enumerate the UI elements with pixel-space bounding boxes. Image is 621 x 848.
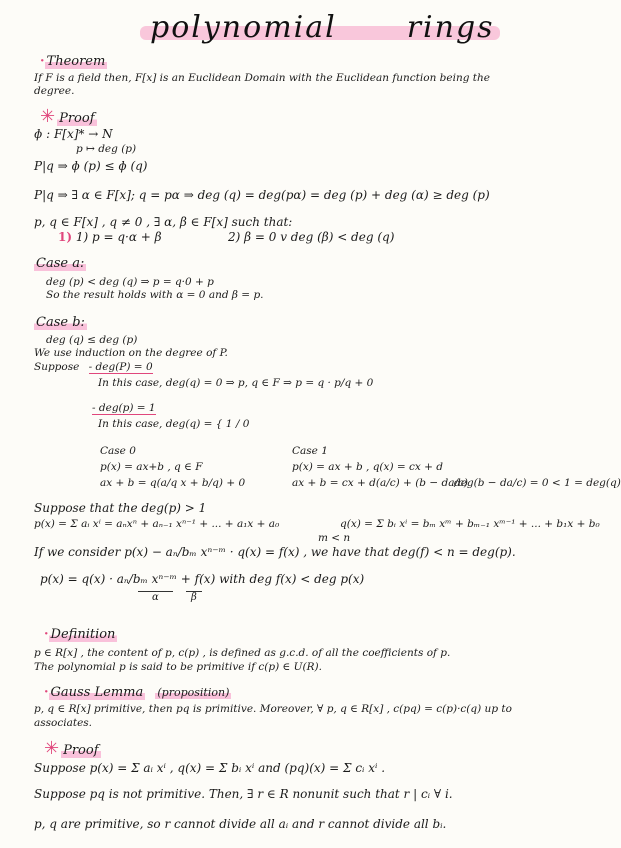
proof1-line-1: ɸ : F[x]* → N — [34, 127, 113, 141]
case1-line-3: deg(b − da/c) = 0 < 1 = deg(q) — [454, 477, 621, 489]
case1-heading: Case 1 — [292, 445, 328, 457]
theorem-text-2: degree. — [34, 85, 75, 97]
case-b-line-6: In this case, deg(q) = { 1 / 0 — [98, 418, 250, 430]
proposition-tag: (proposition) — [157, 686, 230, 699]
title-word-2: rings — [406, 10, 495, 45]
case0-line-2: ax + b = q(a/q x + b/q) + 0 — [100, 477, 246, 489]
proof1-line-4: P|q ⇒ ∃ α ∈ F[x]; q = pα ⇒ deg (q) = deg(pα) = deg (p) + deg (α) ≥ deg (p) — [34, 188, 490, 202]
case-b-line-7: Suppose that the deg(p) > 1 — [34, 501, 207, 515]
case-b-line-1: deg (q) ≤ deg (p) — [46, 334, 138, 346]
definition-heading: · Definition — [44, 627, 116, 642]
proof1-line-3: P|q ⇒ ɸ (p) ≤ ɸ (q) — [34, 159, 148, 173]
proof1-line-5: p, q ∈ F[x] , q ≠ 0 , ∃ α, β ∈ F[x] such that: — [34, 215, 293, 229]
case-a-line-2: So the result holds with α = 0 and β = p. — [46, 289, 264, 301]
gauss-lemma-heading: · Gauss Lemma (proposition) — [44, 685, 230, 700]
proof1-cond-1: 1) 1) p = q·α + β — [58, 230, 162, 244]
gauss-line-1: p, q ∈ R[x] primitive, then pq is primitive. Moreover, ∀ p, q ∈ R[x] , c(pq) = c(p)·c(q) up to — [34, 703, 512, 715]
case-b-heading: Case b: — [36, 315, 85, 330]
theorem-heading: · Theorem — [40, 54, 106, 69]
case0-heading: Case 0 — [100, 445, 136, 457]
case-a-heading: Case a: — [36, 256, 85, 271]
m-less-n: m < n — [318, 532, 351, 544]
proof-heading-1: ✳ Proof — [40, 106, 95, 127]
title-word-1: polynomial — [150, 10, 337, 45]
proof2-line-3: p, q are primitive, so r cannot divide all aᵢ and r cannot divide all bᵢ. — [34, 817, 447, 831]
poly-p-expansion: p(x) = Σ aᵢ xⁱ = aₙxⁿ + aₙ₋₁ xⁿ⁻¹ + ... + a₁x + a₀ — [34, 518, 280, 530]
beta-brace-label: β — [186, 592, 202, 603]
page-title — [140, 8, 500, 46]
case1-line-2: ax + b = cx + d(a/c) + (b − da/c) — [292, 477, 468, 489]
case-a-line-1: deg (p) < deg (q) ⇒ p = q·0 + p — [46, 276, 214, 288]
case-deg-0-label: - deg(P) = 0 — [88, 361, 153, 373]
asterisk-icon: ✳ — [40, 106, 56, 127]
proof2-line-2: Suppose pq is not primitive. Then, ∃ r ∈ R nonunit such that r | cᵢ ∀ i. — [34, 787, 453, 801]
gauss-line-2: associates. — [34, 717, 93, 729]
proof1-cond-2: 2) β = 0 v deg (β) < deg (q) — [228, 230, 395, 244]
case-b-line-3: Suppose - deg(P) = 0 — [34, 361, 153, 373]
case-b-line-10: p(x) = q(x) · aₙ/bₘ xⁿ⁻ᵐ + f(x) with deg f(x) < deg p(x) — [40, 572, 365, 586]
theorem-text-1: If F is a field then, F[x] is an Euclidean Domain with the Euclidean function being the — [34, 72, 490, 84]
proof1-line-2: p ↦ deg (p) — [76, 143, 137, 155]
definition-line-1: p ∈ R[x] , the content of p, c(p) , is defined as g.c.d. of all the coefficients of p. — [34, 647, 451, 659]
asterisk-icon: ✳ — [44, 738, 60, 759]
poly-q-expansion: q(x) = Σ bᵢ xⁱ = bₘ xᵐ + bₘ₋₁ xᵐ⁻¹ + ... + b₁x + b₀ — [340, 518, 600, 530]
case0-line-1: p(x) = ax+b , q ∈ F — [100, 461, 203, 473]
proof2-line-1: Suppose p(x) = Σ aᵢ xⁱ , q(x) = Σ bᵢ xⁱ and (pq)(x) = Σ cᵢ xⁱ . — [34, 761, 386, 775]
case-b-line-2: We use induction on the degree of P. — [34, 347, 228, 359]
case-deg-1-label: - deg(p) = 1 — [92, 402, 156, 414]
case-b-line-4: In this case, deg(q) = 0 ⇒ p, q ∈ F ⇒ p = q · p/q + 0 — [98, 377, 374, 389]
alpha-brace-label: α — [138, 592, 173, 603]
proof-heading-2: ✳ Proof — [44, 738, 99, 759]
definition-line-2: The polynomial p is said to be primitive if c(p) ∈ U(R). — [34, 661, 322, 673]
case1-line-1: p(x) = ax + b , q(x) = cx + d — [292, 461, 444, 473]
case-b-line-9: If we consider p(x) − aₙ/bₘ xⁿ⁻ᵐ · q(x) = f(x) , we have that deg(f) < n = deg(p). — [34, 545, 516, 559]
